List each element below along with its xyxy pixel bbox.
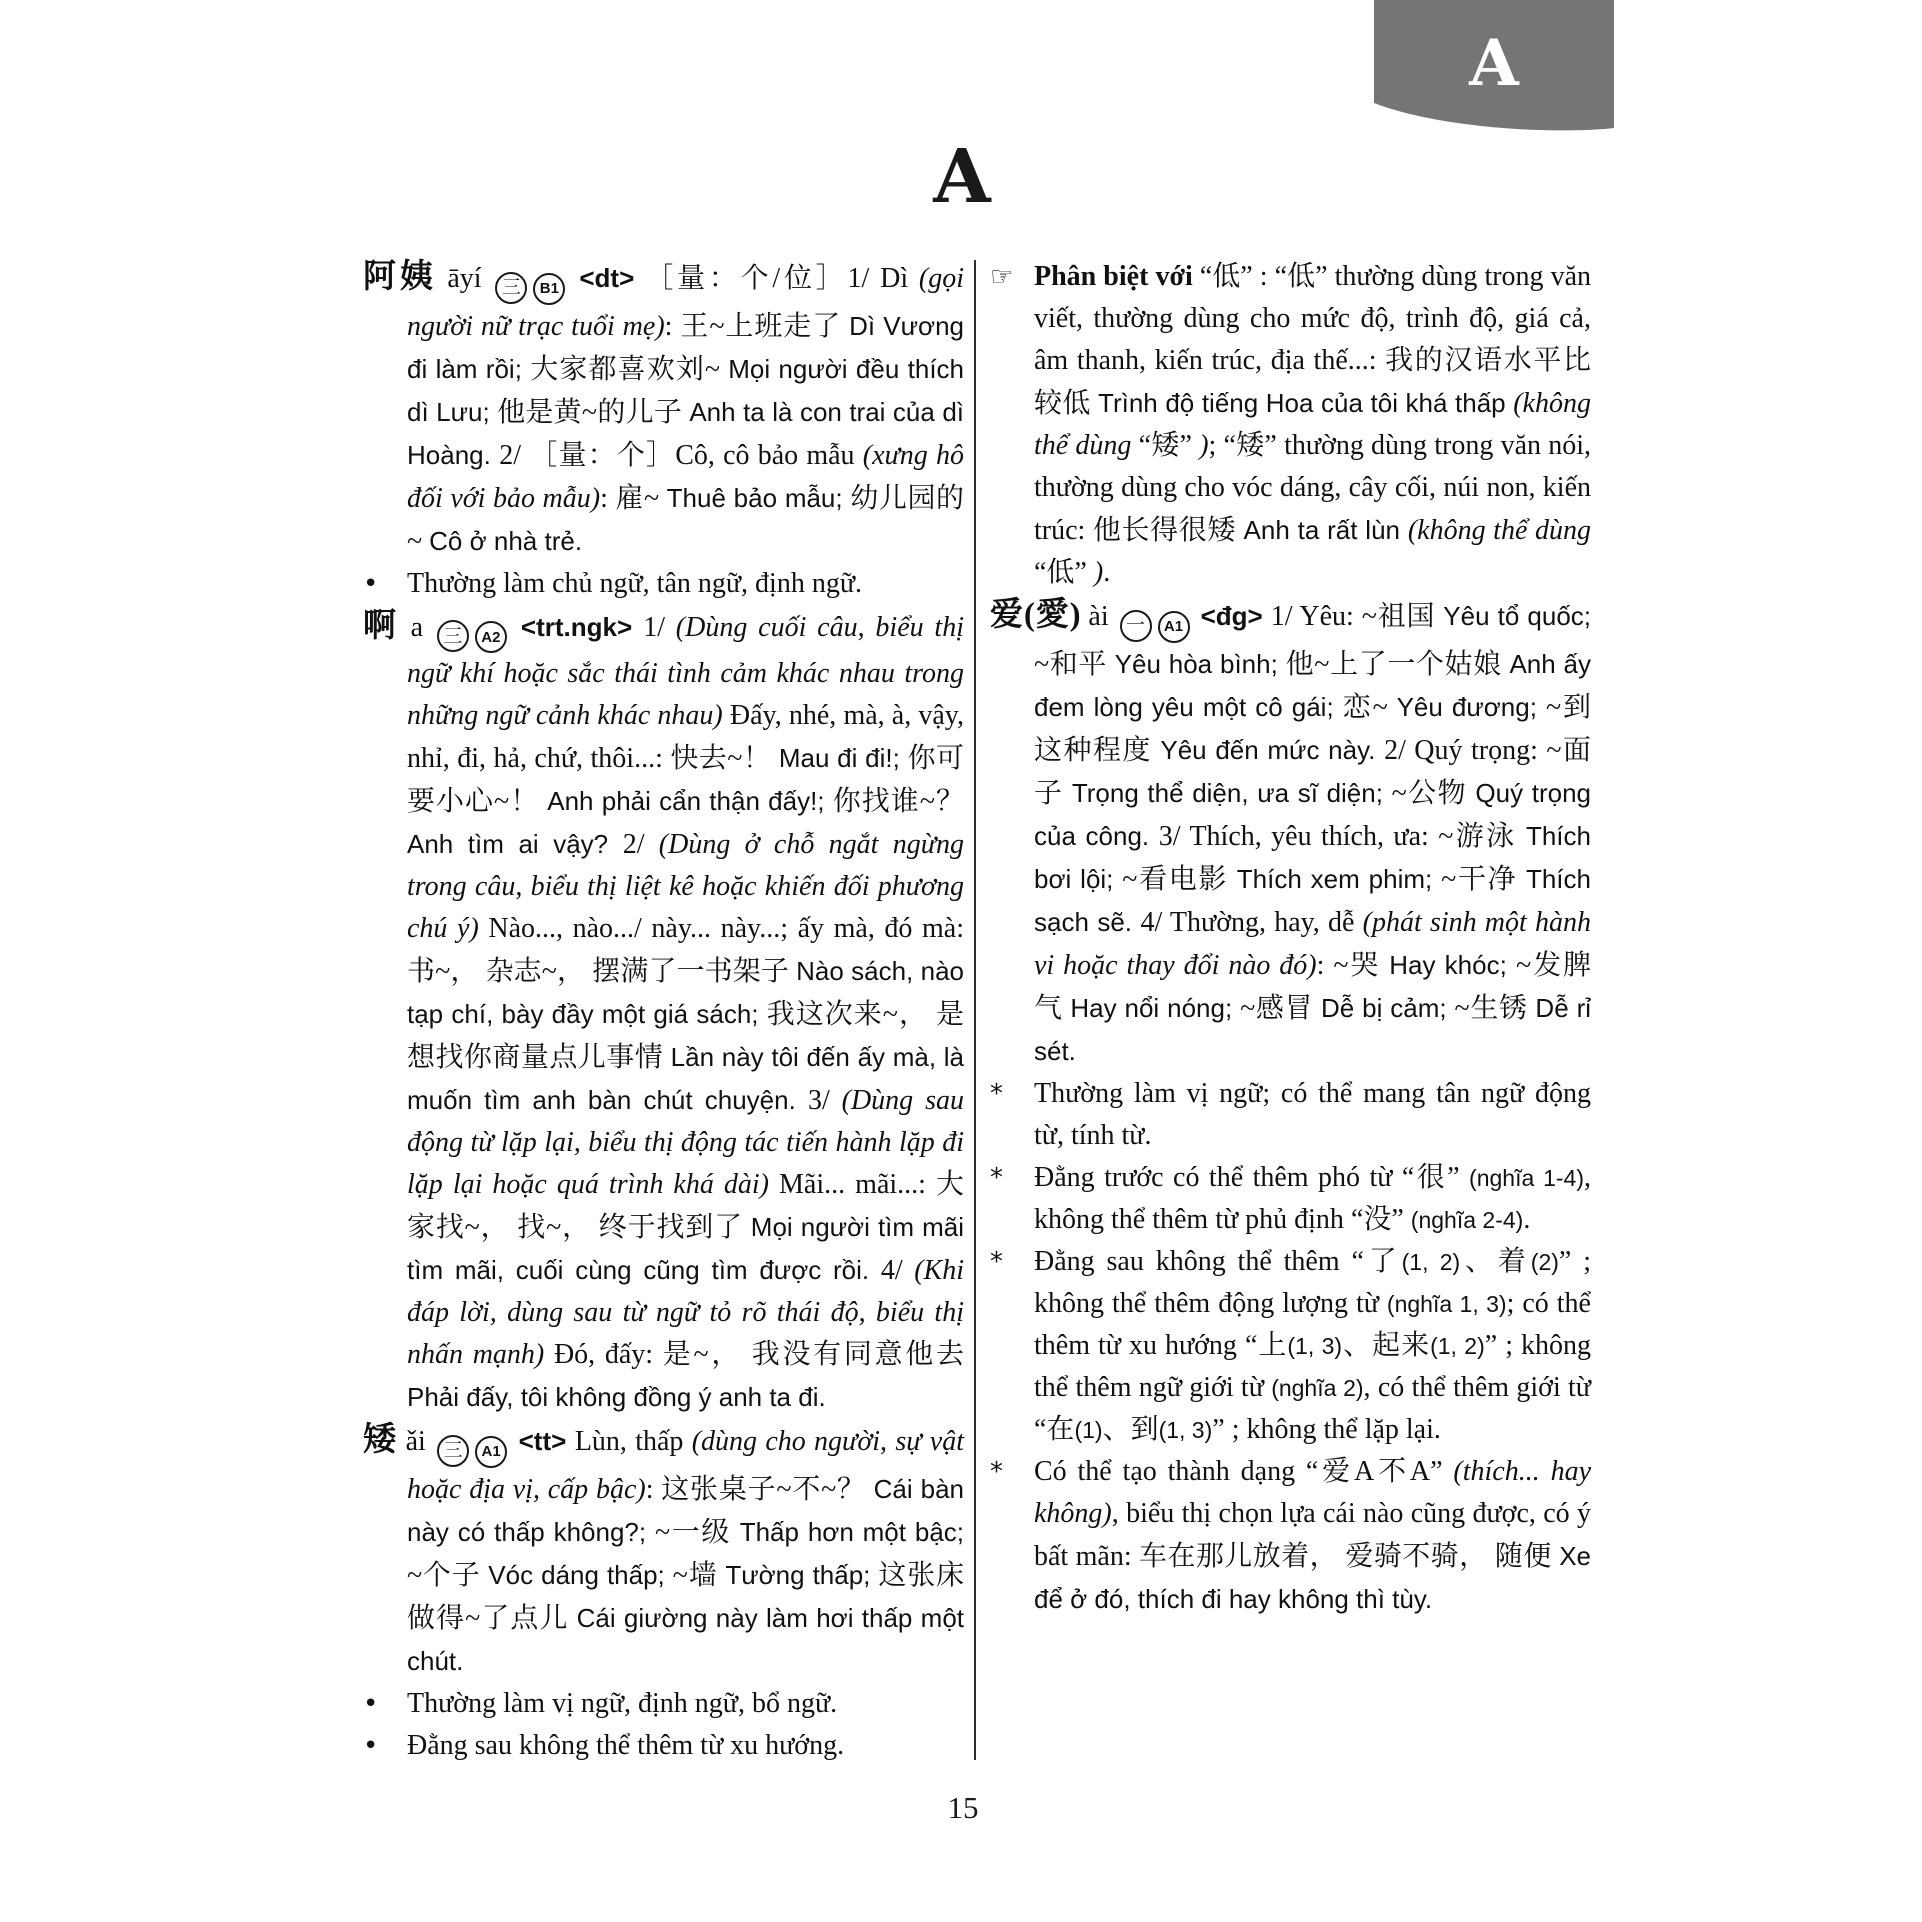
text-run-cn: 快去~！ [670, 743, 779, 774]
text-run-cn: “低” [1199, 261, 1253, 292]
note-marker-icon: • [363, 1730, 379, 1761]
text-run-it: (thích... hay không) [1034, 1455, 1591, 1529]
text-run-tag: <dt> [568, 263, 646, 293]
text-run-cn: 这张床做得~了点儿 [407, 1559, 964, 1634]
usage-note [990, 256, 1591, 594]
text-run-cn: “了 [1351, 1245, 1402, 1277]
text-run-lvl: 三 [437, 1435, 469, 1467]
text-run-sm: (1) [1074, 1416, 1103, 1443]
text-run-vi: Trọng thể diện, ưa sĩ diện; [1071, 777, 1392, 808]
text-run-vi: Quý trọng của công. [1034, 777, 1591, 851]
section-tab [1374, 0, 1614, 136]
text-run-vi: Hay nổi nóng; [1070, 992, 1241, 1023]
text-run-p: a [399, 611, 434, 643]
text-run-cn: ~和平 [1034, 648, 1115, 680]
text-run-lab: A1 [1158, 611, 1190, 643]
text-run-vi: Trình độ tiếng Hoa của tôi khá thấp [1098, 388, 1514, 418]
text-run-vi: Mau đi đi!; [778, 743, 908, 773]
text-run-hw: 阿姨 [363, 259, 437, 295]
text-run-cn: 王~上班走了 [680, 310, 850, 342]
text-run-vi: Anh ta rất lùn [1243, 515, 1408, 545]
text-run-p: ; không thể thêm ngữ giới từ [1034, 1329, 1591, 1403]
text-run-p: ; không thể lặp lại. [1224, 1413, 1441, 1445]
text-run-hw: 爱(愛) [990, 597, 1081, 633]
text-run-vi: Thuê bảo mẫu; [666, 482, 851, 513]
text-run-vi: Tường thấp; [725, 1559, 879, 1590]
text-run-vi: Anh ta là con trai của dì Hoàng. [407, 396, 965, 470]
text-run-it: (Dùng sau động từ lặp lại, biểu thị động tác tiến hành lặp đi lặp lại hoặc quá trình khá dài) [407, 1085, 964, 1200]
text-run-p: 2/ [499, 439, 530, 471]
text-run-tag: <đg> [1192, 601, 1271, 631]
text-block [363, 256, 1595, 1767]
text-run-cn: ［量：个/位］ [645, 263, 848, 294]
section-letter-heading: A [933, 134, 991, 220]
text-run-cn: 我这次来~， 是想找你商量点儿事情 [407, 999, 965, 1073]
text-run-p: , biểu thị chọn lựa cái nào cũng được, có ý bất mãn: [1034, 1497, 1591, 1572]
text-run-p: : [1252, 261, 1275, 292]
text-run-lvl: 三 [437, 620, 469, 652]
text-run-p: 2/ [622, 829, 659, 860]
text-run-it: (Khi đáp lời, dùng sau từ ngữ tỏ rõ thái độ, biểu thị nhấn mạnh) [407, 1255, 965, 1370]
text-run-vi: Thấp hơn một bậc; [739, 1516, 964, 1547]
text-run-vi: Mọi người đều thích dì Lưu; [407, 353, 965, 427]
text-run-cn: ” [1484, 1329, 1498, 1361]
text-run-p: , không thể thêm từ phủ định [1034, 1161, 1591, 1235]
text-run-vi: Dễ bị cảm; [1320, 992, 1455, 1023]
dictionary-entry [363, 256, 964, 563]
text-run-lab: A1 [475, 1436, 507, 1468]
text-run-it: ) [1191, 430, 1209, 461]
text-run-vi: Mọi người tìm mãi tìm mãi, cuối cùng cũng tìm được rồi. [407, 1212, 964, 1285]
text-run-cn: 恋~ [1342, 691, 1397, 723]
text-run-cn: 、起来 [1342, 1329, 1431, 1361]
text-run-cn: “上 [1244, 1329, 1288, 1361]
dictionary-entry [363, 605, 964, 1420]
text-run-p: Đằng sau không thể thêm [1034, 1245, 1352, 1277]
text-run-it: (Dùng cuối câu, biểu thị ngữ khí hoặc sắc thái tình cảm khác nhau trong những ngữ cảnh khác nhau) [407, 611, 964, 731]
usage-note [990, 1073, 1591, 1157]
text-run-vi: Nào sách, nào tạp chí, bày đầy một giá sách; [407, 956, 964, 1029]
text-run-p: thường dùng trong văn nói, thường dùng cho vóc dáng, cây cối, núi non, kiến trúc: [1034, 430, 1592, 546]
text-run-p: Lùn, thấp [574, 1426, 692, 1457]
text-run-p: thường dùng trong văn viết, thường dùng cho mức độ, trình độ, giá cả, âm thanh, kiến trúc, địa thế...: [1034, 261, 1592, 376]
text-run-cn: ~公物 [1391, 777, 1476, 809]
note-marker-icon: • [363, 568, 379, 599]
text-run-p: : [600, 482, 616, 514]
text-run-cn: ~看电影 [1122, 863, 1237, 895]
text-run-p: ; có thể thêm từ xu hướng [1034, 1287, 1591, 1361]
text-run-vi: Hay khóc; [1389, 949, 1516, 980]
text-run-sm: (nghĩa 1, 3) [1386, 1290, 1507, 1317]
text-run-cn: “矮” [1138, 430, 1192, 461]
dictionary-entry [363, 1419, 964, 1683]
text-run-p: ài [1080, 601, 1117, 632]
text-run-vi: Cái giường này làm hơi thấp một chút. [407, 1602, 965, 1676]
text-run-cn: 、着 [1460, 1245, 1531, 1277]
text-run-p: 2/ Quý trọng: [1384, 734, 1547, 766]
dictionary-entry [990, 594, 1591, 1073]
text-run-p [1404, 1204, 1411, 1235]
section-tab-letter: A [1469, 26, 1519, 101]
text-run-cn: “在 [1034, 1413, 1075, 1445]
text-run-vi: Cái bàn này có thấp không?; [407, 1473, 964, 1547]
text-run-tag: <trt.ngk> [509, 611, 644, 642]
text-run-cn: ~墙 [672, 1559, 726, 1591]
pointing-hand-icon: ☞ [990, 262, 1014, 292]
text-run-sm: (1, 3) [1158, 1416, 1213, 1443]
text-run-sm: (nghĩa 2) [1271, 1374, 1364, 1401]
text-run-hw: 啊 [363, 607, 400, 644]
text-run-it: (gọi người nữ trạc tuổi mẹ) [407, 263, 965, 342]
text-run-cn: 他~上了一个姑娘 [1285, 648, 1510, 680]
text-run-it: (không thể dùng [1034, 388, 1591, 461]
usage-note [990, 1451, 1591, 1621]
text-run-cn: 幼儿园的~ [407, 482, 965, 557]
text-run-p: Đó, đấy: [544, 1339, 663, 1370]
text-run-vi: Anh phải cẩn thận đấy!; [547, 786, 833, 816]
text-run-p: 1/ Dì [847, 263, 919, 294]
usage-note [990, 1157, 1591, 1241]
text-run-cn: ~游泳 [1438, 820, 1526, 852]
text-run-cn: 大家找~， 找~， 终于找到了 [407, 1169, 964, 1243]
text-run-it: (dùng cho người, sự vật hoặc địa vị, cấp bậc) [407, 1426, 965, 1505]
text-run-cn: “矮” [1223, 430, 1277, 461]
text-run-cn: ~到这种程度 [1034, 691, 1591, 766]
text-run-sm: (2) [1530, 1248, 1559, 1275]
text-run-cn: 他是黄~的儿子 [497, 396, 690, 428]
text-run-p: Thường làm vị ngữ; có thể mang tân ngữ động từ, tính từ. [1034, 1077, 1591, 1151]
text-run-cn: ~干净 [1441, 863, 1526, 895]
text-run-sm: (1, 3) [1287, 1332, 1343, 1359]
text-run-vi: Thích xem phim; [1236, 863, 1442, 894]
right-column [990, 256, 1591, 1767]
text-run-cn: 雇~ [615, 482, 667, 514]
text-run-p: Nào..., nào.../ này... này...; ấy mà, đó mà: [478, 913, 964, 944]
text-run-p: . [1103, 557, 1111, 588]
text-run-cn: ~一级 [654, 1516, 740, 1548]
usage-note [990, 1241, 1591, 1451]
text-run-vi: Anh tìm ai vậy? [407, 829, 623, 859]
text-run-p: 3/ [807, 1085, 842, 1116]
text-run-lvl: 一 [1120, 610, 1152, 642]
note-marker-icon: * [990, 1246, 1003, 1277]
page-number: 15 [947, 1790, 979, 1825]
text-run-p: , có thể thêm giới từ [1363, 1371, 1591, 1403]
note-marker-icon: • [363, 1688, 379, 1719]
text-run-vi: Dễ rỉ sét. [1034, 992, 1591, 1066]
text-run-cn: 我的汉语水平比较低 [1034, 345, 1591, 419]
text-run-cn: “低” [1034, 557, 1087, 588]
text-run-cn: “很” [1401, 1161, 1460, 1193]
usage-note [363, 1683, 964, 1725]
text-run-vi: Thích sạch sẽ. [1034, 863, 1591, 937]
text-run-cn: ~祖国 [1361, 601, 1444, 632]
text-run-p: Đằng sau không thể thêm từ xu hướng. [407, 1729, 845, 1761]
note-marker-icon: * [990, 1162, 1003, 1193]
text-run-cn: ~感冒 [1240, 992, 1321, 1024]
text-run-vi: Thích bơi lội; [1034, 820, 1591, 894]
note-marker-icon: * [990, 1456, 1003, 1487]
text-run-sm: (1, 2) [1401, 1248, 1461, 1275]
text-run-cn: ” [1558, 1245, 1572, 1277]
text-run-p: Thường làm chủ ngữ, tân ngữ, định ngữ. [407, 567, 863, 599]
text-run-vi: Dì Vương đi làm rồi; [407, 310, 964, 384]
text-run-vi: Yêu hòa bình; [1114, 648, 1286, 679]
text-run-cn: 是~， 我没有同意他去 [662, 1339, 964, 1370]
text-run-cn: ~面子 [1034, 734, 1591, 809]
text-run-cn: “低” [1274, 261, 1328, 292]
text-run-p [1460, 1162, 1469, 1193]
text-run-cn: “爱A不A” [1305, 1455, 1443, 1487]
text-run-vi: Yêu tổ quốc; [1443, 601, 1591, 631]
text-run-cn: 他长得很矮 [1092, 515, 1244, 546]
text-run-p: āyí [436, 263, 493, 294]
text-run-cn: ~发脾气 [1034, 949, 1591, 1024]
text-run-vi: Phải đấy, tôi không đồng ý anh ta đi. [407, 1382, 826, 1412]
text-run-cn: ~哭 [1333, 949, 1390, 981]
text-run-lvl: 三 [495, 272, 527, 304]
text-run-cn: 书~， 杂志~， 摆满了一书架子 [407, 956, 797, 987]
text-run-p: Đấy, nhé, mà, à, vậy, nhỉ, đi, hả, chứ, thôi...: [407, 700, 964, 774]
usage-note [363, 563, 964, 605]
text-run-vi: Yêu đến mức này. [1160, 734, 1385, 765]
text-run-vi: Yêu đương; [1396, 691, 1547, 722]
text-run-cn: ［量：个］ [529, 439, 676, 471]
text-run-it: ) [1086, 557, 1104, 588]
text-run-p: 1/ [643, 611, 676, 643]
text-run-sm: (nghĩa 1-4) [1469, 1164, 1584, 1191]
text-run-p: ; [1208, 430, 1224, 461]
left-column [363, 256, 964, 1767]
text-run-p: . [1523, 1203, 1531, 1235]
text-run-lab: B1 [533, 273, 565, 305]
text-run-it: (không thể dùng [1407, 515, 1591, 546]
text-run-sm: (1, 2) [1430, 1332, 1485, 1359]
text-run-p: Cô, cô bảo mẫu [675, 439, 863, 471]
text-run-cn: ~个子 [407, 1559, 489, 1591]
text-run-it: (xưng hô đối với bảo mẫu) [407, 439, 964, 514]
text-run-cn: 你找谁~？ [832, 786, 964, 817]
text-run-vi: Lần này tôi đến ấy mà, là muốn tìm anh bàn chút chuyện. [407, 1042, 964, 1115]
text-run-p: : [1316, 949, 1334, 981]
text-run-p: 1/ Yêu: [1270, 601, 1362, 632]
text-run-it: (phát sinh một hành vi hoặc thay đổi nào đó) [1034, 906, 1592, 981]
text-run-p [1443, 1456, 1454, 1487]
text-run-cn: ” [1212, 1413, 1225, 1445]
text-run-p: ; không thể thêm động lượng từ [1034, 1245, 1591, 1319]
note-marker-icon: * [990, 1078, 1003, 1109]
usage-note [363, 1725, 964, 1767]
text-run-p: Mãi... mãi...: [768, 1169, 936, 1200]
text-run-cn: “没” [1350, 1203, 1404, 1235]
text-run-p: Thường làm vị ngữ, định ngữ, bổ ngữ. [407, 1687, 838, 1719]
text-run-sm: (nghĩa 2-4) [1410, 1206, 1524, 1233]
text-run-it: (Dùng ở chỗ ngắt ngừng trong câu, biểu thị liệt kê hoặc khiến đối phương chú ý) [407, 829, 965, 944]
text-run-p: : [664, 310, 681, 342]
text-run-cn: ~生锈 [1454, 992, 1536, 1024]
text-run-cn: 你可要小心~！ [407, 743, 964, 817]
text-run-tag: <tt> [510, 1426, 575, 1456]
text-run-p: : [645, 1473, 662, 1505]
text-run-hw: 矮 [363, 1422, 398, 1458]
text-run-p: ǎi [397, 1426, 435, 1457]
text-run-cn: 大家都喜欢刘~ [530, 353, 729, 385]
text-run-p: 3/ Thích, yêu thích, ưa: [1158, 820, 1439, 852]
text-run-p: Đằng trước có thể thêm phó từ [1034, 1161, 1402, 1193]
text-run-vi: Vóc dáng thấp; [488, 1559, 673, 1590]
text-run-vi: Cô ở nhà trẻ. [429, 525, 583, 556]
text-run-cn: 这张桌子~不~？ [661, 1473, 874, 1505]
column-divider [974, 260, 976, 1760]
text-run-vi: Xe để ở đó, thích đi hay không thì tùy. [1034, 1540, 1591, 1614]
text-run-b: Phân biệt với [1034, 261, 1200, 292]
text-run-p: Có thể tạo thành dạng [1034, 1455, 1306, 1487]
text-run-cn: 车在那儿放着， 爱骑不骑， 随便 [1139, 1540, 1560, 1572]
text-run-lab: A2 [475, 621, 507, 653]
text-run-cn: 、到 [1102, 1413, 1159, 1445]
text-run-vi: Anh ấy đem lòng yêu một cô gái; [1034, 648, 1592, 722]
text-run-p: 4/ [880, 1255, 915, 1286]
text-run-p: 4/ Thường, hay, dễ [1140, 906, 1363, 938]
